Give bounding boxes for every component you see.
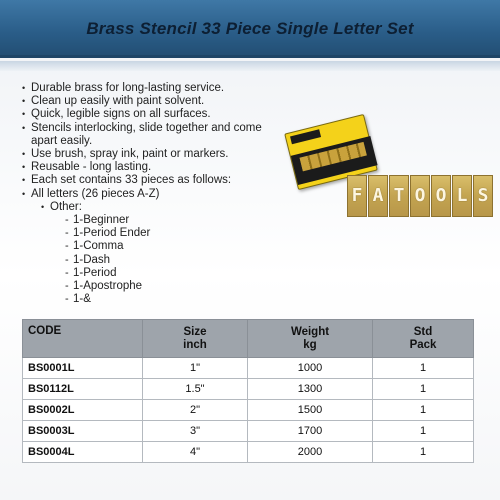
title-banner [0, 0, 500, 58]
table-row [23, 358, 474, 379]
table-row [23, 442, 474, 463]
feature-item-label: All letters (26 pieces A-Z) [31, 187, 160, 200]
other-heading [41, 201, 272, 307]
other-item: - 1-Beginner [65, 214, 272, 227]
brass-stencil-letter: T [389, 175, 409, 217]
cell-weight: 1300 [248, 379, 373, 400]
brass-stencil-letter: A [368, 175, 388, 217]
cell-weight: 1500 [248, 400, 373, 421]
feature-item: • Durable brass for long-lasting service. [22, 82, 272, 95]
cell-code: BS0003L [23, 421, 143, 442]
header-std-line1: Std [413, 325, 433, 338]
cell-code: BS0002L [23, 400, 143, 421]
spec-table [22, 319, 474, 463]
cell-std-pack: 1 [373, 421, 474, 442]
cell-code: BS0112L [23, 379, 143, 400]
page-title: Brass Stencil 33 Piece Single Letter Set [86, 19, 414, 38]
package-logo [290, 129, 321, 144]
feature-item [22, 188, 272, 307]
header-weight-line2: kg [303, 338, 317, 351]
cell-size: 3" [143, 421, 248, 442]
cell-weight: 1000 [248, 358, 373, 379]
other-item: - 1-Period [65, 267, 272, 280]
header-size-line2: inch [183, 338, 207, 351]
header-code: CODE [23, 320, 143, 358]
other-item: - 1-Dash [65, 254, 272, 267]
feature-item: • Use brush, spray ink, paint or markers. [22, 148, 272, 161]
header-size [143, 320, 248, 358]
other-item: - 1-& [65, 293, 272, 306]
table-row [23, 400, 474, 421]
brass-stencil-letter: S [473, 175, 493, 217]
brass-stencil-row [347, 175, 494, 217]
header-std-line2: Pack [409, 338, 437, 351]
brass-stencil-letter: F [347, 175, 367, 217]
cell-std-pack: 1 [373, 400, 474, 421]
feature-item: • Reusable - long lasting. [22, 161, 272, 174]
cell-std-pack: 1 [373, 358, 474, 379]
feature-item: • Each set contains 33 pieces as follows: [22, 174, 272, 187]
banner-underline [0, 61, 500, 71]
brass-stencil-letter: L [452, 175, 472, 217]
brass-stencil-letter: O [431, 175, 451, 217]
brass-stencil-letter: O [410, 175, 430, 217]
cell-std-pack: 1 [373, 442, 474, 463]
table-header-row [23, 320, 474, 358]
feature-item: • Clean up easily with paint solvent. [22, 95, 272, 108]
cell-size: 1" [143, 358, 248, 379]
feature-item: • Stencils interlocking, slide together and come apart easily. [22, 122, 272, 148]
cell-size: 1.5" [143, 379, 248, 400]
header-size-line1: Size [183, 325, 207, 338]
package-stencil-strip [299, 142, 366, 172]
cell-weight: 2000 [248, 442, 373, 463]
table-row [23, 379, 474, 400]
cell-size: 2" [143, 400, 248, 421]
table-row [23, 421, 474, 442]
cell-code: BS0001L [23, 358, 143, 379]
other-item: - 1-Apostrophe [65, 280, 272, 293]
other-label: Other: [50, 200, 82, 213]
other-item: - 1-Period Ender [65, 227, 272, 240]
cell-std-pack: 1 [373, 379, 474, 400]
cell-size: 4" [143, 442, 248, 463]
header-std-pack [373, 320, 474, 358]
other-items [50, 214, 272, 306]
cell-code: BS0004L [23, 442, 143, 463]
header-weight-line1: Weight [290, 325, 330, 338]
feature-list [22, 82, 272, 306]
product-photo [282, 115, 492, 225]
feature-item: • Quick, legible signs on all surfaces. [22, 108, 272, 121]
other-list [31, 201, 272, 307]
other-item: - 1-Comma [65, 240, 272, 253]
cell-weight: 1700 [248, 421, 373, 442]
header-weight [248, 320, 373, 358]
